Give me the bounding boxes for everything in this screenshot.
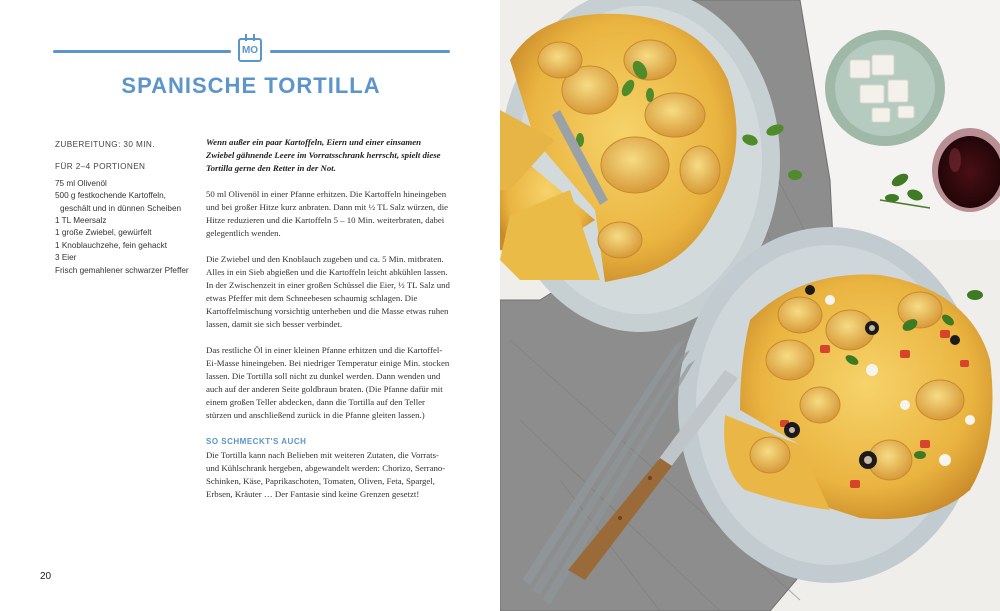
ingredient-item: Frisch gemahlener schwarzer Pfeffer (55, 265, 189, 275)
ingredients-column (55, 139, 200, 277)
ingredient-line: geschält und in dünnen Scheiben (60, 203, 182, 213)
prep-time: ZUBEREITUNG: 30 MIN. (55, 140, 155, 149)
ingredient-item: 75 ml Olivenöl (55, 178, 107, 188)
ingredient-item (55, 190, 200, 215)
method-column (206, 136, 451, 514)
tip-heading: SO SCHMECKT'S AUCH (206, 437, 307, 446)
header-rule-left (53, 50, 231, 53)
method-step: Die Zwiebel und den Knoblauch zugeben und ca. 5 Min. mitbraten. Alles in ein Sieb abgießen und die Kartoffeln leicht abkühlen lassen. In der Zwischenzeit in einer großen Schüssel die Eier, ½ TL Salz und etwas Pfeffer mit dem Schneebesen schaumig schlagen. Die Kartoffelmischung vorsichtig unterheben und die Masse etwas ruhen lassen, damit sie sich besser verbindet. (206, 254, 450, 329)
day-badge: MO (241, 45, 259, 56)
servings: FÜR 2–4 PORTIONEN (55, 162, 146, 172)
recipe-intro: Wenn außer ein paar Kartoffeln, Eiern und einer einsamen Zwiebel gähnende Leere im Vorratsschrank herrscht, spielt diese Tortilla gerne den Retter in der Not. (206, 137, 441, 173)
ingredient-item: 3 Eier (55, 253, 77, 263)
ingredient-list (55, 178, 200, 277)
header-rule-right (270, 50, 450, 53)
ingredient-item: 1 TL Meersalz (55, 216, 107, 226)
method-step: Das restliche Öl in einer kleinen Pfanne erhitzen und die Kartoffel-Ei-Masse hineingeben. Bei niedriger Temperatur einige Min. stocken lassen. Die Tortilla soll nicht zu dunkel werden. Dann wenden und auch auf der anderen Seite goldbraun braten. (Die Pfanne dafür mit einem großen Teller abdecken, dann die Tortilla auf den Teller stürzen und anschließend zurück in die Pfanne gleiten lassen.) (206, 345, 450, 420)
food-photo (500, 0, 1000, 611)
page-number: 20 (40, 571, 52, 582)
calendar-icon (238, 38, 262, 62)
ingredient-item: 1 Knoblauchzehe, fein gehackt (55, 240, 167, 250)
tortilla-photo-illustration (500, 0, 1000, 611)
ingredient-item: 1 große Zwiebel, gewürfelt (55, 228, 152, 238)
method-step: 50 ml Olivenöl in einer Pfanne erhitzen. Die Kartoffeln hineingeben und bei großer Hitze kurz anbraten. Dann mit ½ TL Salz würzen, die Hitze reduzieren und die Kartoffeln 5 – 10 Min. weiterbraten, dabei gelegentlich wenden. (206, 189, 449, 238)
tip-text: Die Tortilla kann nach Belieben mit weiteren Zutaten, die Vorrats- und Kühlschrank hergeben, abgewandelt werden: Chorizo, Serrano-Schinken, Käse, Paprikaschoten, Tomaten, Oliven, Feta, Spargel, Erbsen, Kräuter … Der Fantasie sind keine Grenzen gesetzt! (206, 450, 446, 499)
recipe-title: SPANISCHE TORTILLA (121, 73, 381, 98)
ingredient-line: 500 g festkochende Kartoffeln, (55, 191, 166, 201)
